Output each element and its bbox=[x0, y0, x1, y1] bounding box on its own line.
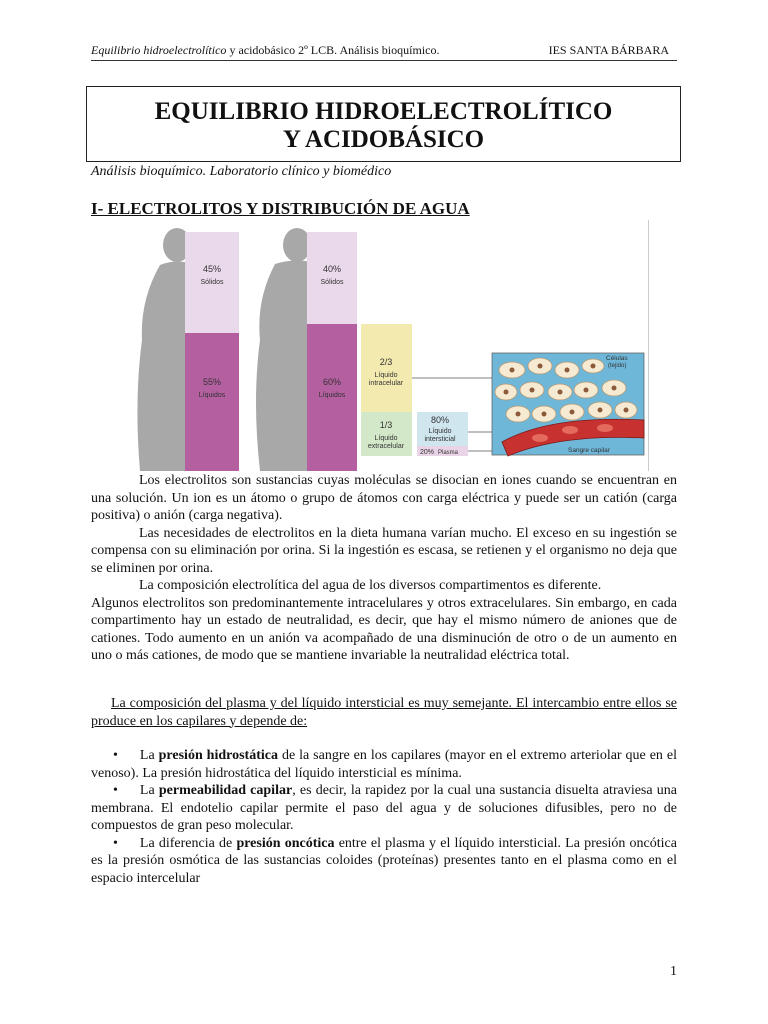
extracellular-label-1: Líquido bbox=[374, 435, 398, 442]
paragraph-3a: La composición electrolítica del agua de los diversos compartimentos es diferente. bbox=[139, 578, 602, 593]
bullet-2-bold: permeabilidad capilar bbox=[158, 783, 293, 798]
figure-svg bbox=[120, 220, 650, 471]
paragraph-3b: Algunos electrolitos son predominantemente intracelulares y otros extracelulares. Sin embargo, en cada compartimento hay un estado de neutralidad, es decir, que hay el mismo número de aniones que de cationes. Todo aumento en un anión va acompañado de una disminución de otro o de un aumento en uno o más cationes, de modo que se mantiene invariable la neutralidad eléctrica total. bbox=[91, 595, 677, 663]
header-left-rest: y acidobásico 2º LCB. Análisis bioquímico. bbox=[226, 43, 440, 57]
intracellular-label-2: intracelular bbox=[368, 380, 404, 387]
header-right: IES SANTA BÁRBARA bbox=[548, 43, 669, 57]
body-paragraphs bbox=[91, 472, 677, 665]
man-solids-pct: 40% bbox=[322, 264, 342, 274]
man-liquids-label: Líquidos bbox=[318, 392, 346, 399]
interstitial-label-2: intersticial bbox=[424, 436, 456, 443]
man-liquids-pct: 60% bbox=[322, 377, 342, 387]
paragraph-1: Los electrolitos son sustancias cuyas moléculas se disocian en iones cuando se encuentran en una solución. Un ion es un átomo o grupo de átomos con carga eléctrica y puede ser un catión (carga positiva) o anión (carga negativa). bbox=[91, 473, 677, 523]
bullet-symbol: • bbox=[113, 748, 118, 763]
intracellular-bar bbox=[361, 324, 412, 412]
woman-liquids-bar bbox=[185, 333, 239, 471]
title-line-2: Y ACIDOBÁSICO bbox=[282, 126, 485, 153]
woman-liquids-label: Líquidos bbox=[198, 392, 226, 399]
bullet-3-post: entre el plasma y el líquido intersticial. La presión oncótica es la presión osmótica de las sustancias coloides (proteínas) presentes tanto en el plasma como en el espacio intercelular bbox=[91, 835, 677, 886]
intracellular-fraction: 2/3 bbox=[379, 357, 393, 367]
interstitial-pct: 80% bbox=[430, 415, 450, 425]
header-left-italic: Equilibrio hidroelectrolítico bbox=[91, 43, 227, 57]
page-header bbox=[91, 42, 677, 61]
man-solids-bar bbox=[307, 232, 357, 324]
woman-solids-pct: 45% bbox=[202, 264, 222, 274]
interstitial-label-1: Líquido bbox=[428, 428, 452, 435]
woman-solids-label: Sólidos bbox=[200, 279, 224, 286]
subtitle: Análisis bioquímico. Laboratorio clínico y biomédico bbox=[91, 164, 392, 179]
header-left bbox=[91, 42, 439, 58]
plasma-label: Plasma bbox=[438, 450, 459, 456]
man-solids-label: Sólidos bbox=[320, 279, 344, 286]
bullet-item-1 bbox=[91, 747, 677, 782]
bullet-2-pre: La bbox=[139, 783, 159, 798]
figure-right-rule bbox=[648, 220, 649, 471]
section-heading: I- ELECTROLITOS Y DISTRIBUCIÓN DE AGUA bbox=[91, 199, 470, 218]
bullet-2-post: , es decir, la rapidez por la cual una sustancia disuelta atraviesa una membrana. El endotelio capilar permite el paso del agua y de soluciones difusibles, pero no de compuestos de gran peso molecular. bbox=[91, 783, 678, 833]
exchange-intro bbox=[91, 695, 677, 730]
bullet-symbol: • bbox=[113, 835, 118, 851]
bullet-1-post: de la sangre en los capilares (mayor en el extremo arteriolar que en el venoso). La presión hidrostática del líquido intersticial es mínima. bbox=[91, 748, 677, 781]
bullet-item-3 bbox=[91, 835, 677, 888]
extracellular-label-2: extracelular bbox=[367, 443, 405, 450]
cells-label-1: Células bbox=[606, 355, 628, 362]
title-box bbox=[86, 86, 681, 162]
bullet-3-bold: presión oncótica bbox=[236, 835, 335, 851]
bullet-1-bold: presión hidrostática bbox=[158, 748, 278, 763]
intracellular-label-1: Líquido bbox=[374, 372, 398, 379]
paragraph-4: La composición del plasma y del líquido intersticial es muy semejante. El intercambio entre ellos se produce en los capilares y depende de: bbox=[91, 696, 677, 729]
paragraph-2: Las necesidades de electrolitos en la dieta humana varían mucho. El exceso en su ingestión se compensa con su eliminación por orina. Si la ingestión es escasa, se retienen y el organismo no deja que se eliminen por orina. bbox=[91, 525, 677, 576]
extracellular-fraction: 1/3 bbox=[379, 420, 393, 430]
bullet-symbol: • bbox=[113, 783, 118, 798]
bullet-list bbox=[91, 747, 677, 887]
bullet-1-pre: La bbox=[139, 748, 159, 763]
cells-label-2: (tejido) bbox=[608, 363, 627, 369]
bullet-3-pre: La diferencia de bbox=[139, 835, 237, 851]
page-number: 1 bbox=[670, 964, 677, 979]
capillary-label: Sangre capilar bbox=[568, 447, 610, 454]
plasma-pct: 20% bbox=[420, 449, 435, 456]
bullet-item-2 bbox=[91, 782, 677, 835]
woman-liquids-pct: 55% bbox=[202, 377, 222, 387]
water-distribution-figure bbox=[120, 220, 650, 471]
title-line-1: EQUILIBRIO HIDROELECTROLÍTICO bbox=[154, 98, 613, 125]
